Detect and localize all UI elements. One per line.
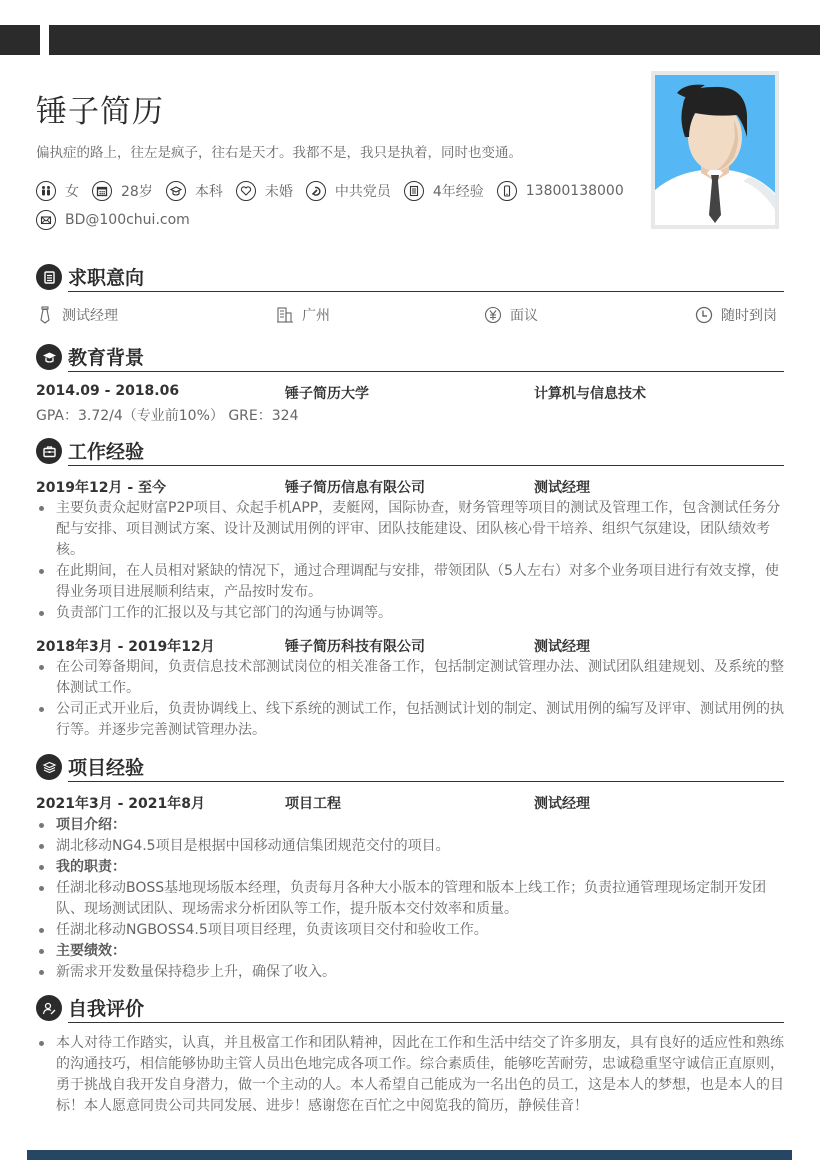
project-entry-header — [36, 793, 784, 813]
work-bullets — [36, 498, 786, 624]
party-icon — [306, 181, 326, 201]
phone-icon — [497, 181, 517, 201]
resume-name: 锤子简历 — [36, 94, 164, 130]
list-item: 我的职责： — [36, 857, 786, 878]
list-item: 公司正式开业后，负责协调线上、线下系统的测试工作，包括测试计划的制定、测试用例的编写及评审、测试用例的执行等。并逐步完善测试管理办法。 — [36, 699, 786, 741]
info-value: 女 — [65, 184, 79, 200]
education-detail: GPA：3.72/4（专业前10%） GRE：324 — [36, 408, 299, 424]
work-period: 2018年3月 - 2019年12月 — [36, 639, 215, 655]
info-value: 28岁 — [121, 184, 153, 200]
tie-icon — [36, 306, 54, 324]
intent-salary — [484, 305, 538, 325]
project-period: 2021年3月 - 2021年8月 — [36, 796, 205, 812]
info-value: 4年经验 — [432, 184, 484, 200]
section-divider — [68, 465, 784, 467]
list-item: 在公司筹备期间，负责信息技术部测试岗位的相关准备工作，包括制定测试管理办法、测试团队组建规划、及系统的整体测试工作。 — [36, 657, 786, 699]
info-politics — [306, 181, 391, 201]
intent-value: 面议 — [510, 308, 538, 324]
education-school: 锤子简历大学 — [285, 386, 369, 402]
email-value: BD@100chui.com — [65, 212, 190, 228]
work-period: 2019年12月 - 至今 — [36, 480, 167, 496]
briefcase-icon — [36, 438, 62, 464]
section-work-header — [36, 436, 784, 466]
section-title: 工作经验 — [68, 441, 145, 463]
list-item: 任湖北移动NGBOSS4.5项目项目经理，负责该项目交付和验收工作。 — [36, 920, 786, 941]
intent-value: 广州 — [302, 308, 330, 324]
info-value: 中共党员 — [334, 184, 391, 200]
profile-photo — [651, 71, 779, 229]
clipboard-icon — [36, 264, 62, 290]
section-divider — [68, 1022, 784, 1024]
section-divider — [68, 371, 784, 373]
list-item: 主要负责众起财富P2P项目、众起手机APP，麦艇网，国际协查，财务管理等项目的测试及管理工作，包含测试任务分配与安排、项目测试方案、设计及测试用例的评审、团队技能建设、团队核心骨干培养、组织气氛建设，团队绩效考核。 — [36, 498, 786, 561]
yen-icon — [484, 306, 502, 324]
section-title: 自我评价 — [68, 998, 145, 1020]
info-value: 13800138000 — [525, 183, 624, 199]
info-degree — [166, 181, 223, 201]
education-major: 计算机与信息技术 — [534, 386, 646, 402]
info-experience — [404, 181, 484, 201]
clock-icon — [695, 306, 713, 324]
section-title: 项目经验 — [68, 757, 145, 779]
list-item: 任湖北移动BOSS基地现场版本经理，负责每月各种大小版本的管理和版本上线工作；负责拉通管理现场定制开发团队、现场测试团队、现场需求分析团队等工作，提升版本交付效率和质量。 — [36, 878, 786, 920]
motto: 偏执症的路上，往左是疯子，往右是天才。我都不是，我只是执着，同时也变通。 — [36, 145, 522, 161]
graduation-cap-icon — [36, 344, 62, 370]
list-item: 负责部门工作的汇报以及与其它部门的沟通与协调等。 — [36, 603, 786, 624]
section-intent-header — [36, 262, 784, 292]
work-bullets — [36, 657, 786, 741]
footer-bar — [27, 1150, 792, 1160]
heart-icon — [236, 181, 256, 201]
graduation-icon — [166, 181, 186, 201]
email-row — [36, 210, 203, 230]
info-phone — [497, 181, 624, 201]
work-entry-header — [36, 477, 784, 497]
mail-icon — [36, 210, 56, 230]
job-intent-row — [36, 305, 784, 329]
layers-icon — [36, 754, 62, 780]
work-company: 锤子简历科技有限公司 — [285, 639, 425, 655]
info-value: 本科 — [194, 184, 223, 200]
personal-info-row — [36, 181, 637, 201]
work-role: 测试经理 — [534, 639, 590, 655]
project-name: 项目工程 — [285, 796, 341, 812]
list-item: 新需求开发数量保持稳步上升，确保了收入。 — [36, 962, 786, 983]
list-item: 项目介绍： — [36, 815, 786, 836]
intent-position — [36, 305, 118, 325]
info-gender — [36, 181, 79, 201]
intent-availability — [695, 305, 777, 325]
section-title: 求职意向 — [68, 267, 145, 289]
gender-icon — [36, 181, 56, 201]
work-company: 锤子简历信息有限公司 — [285, 480, 425, 496]
info-age — [92, 181, 153, 201]
user-edit-icon — [36, 995, 62, 1021]
document-icon — [404, 181, 424, 201]
section-divider — [68, 291, 784, 293]
section-self-header — [36, 993, 784, 1023]
top-bar-left — [0, 25, 40, 55]
section-divider — [68, 781, 784, 783]
list-item: 主要绩效： — [36, 941, 786, 962]
info-value: 未婚 — [264, 184, 293, 200]
list-item: 在此期间，在人员相对紧缺的情况下，通过合理调配与安排，带领团队（5人左右）对多个业务项目进行有效支撑，使得业务项目进展顺利结束，产品按时发布。 — [36, 561, 786, 603]
section-title: 教育背景 — [68, 347, 145, 369]
project-role: 测试经理 — [534, 796, 590, 812]
work-entry-header — [36, 636, 784, 656]
work-role: 测试经理 — [534, 480, 590, 496]
calendar-icon — [92, 181, 112, 201]
list-item: 湖北移动NG4.5项目是根据中国移动通信集团规范交付的项目。 — [36, 836, 786, 857]
avatar-illustration — [655, 75, 775, 225]
section-project-header — [36, 752, 784, 782]
intent-city — [276, 305, 330, 325]
building-icon — [276, 306, 294, 324]
education-period: 2014.09 - 2018.06 — [36, 383, 180, 399]
top-bar-right — [49, 25, 820, 55]
intent-value: 测试经理 — [62, 308, 118, 324]
intent-value: 随时到岗 — [721, 308, 777, 324]
info-marital — [236, 181, 293, 201]
list-item: 本人对待工作踏实，认真，并且极富工作和团队精神，因此在工作和生活中结交了许多朋友，具有良好的适应性和熟练的沟通技巧，相信能够协助主管人员出色地完成各项工作。综合素质佳，能够吃苦耐劳，忠诚稳重坚守诚信正直原则，勇于挑战自我开发自身潜力，做一个主动的人。本人希望自己能成为一名出色的员工，这是本人的梦想，也是本人的目标！本人愿意同贵公司共同发展、进步！感谢您在百忙之中阅览我的简历，静候佳音！ — [36, 1033, 786, 1117]
info-email — [36, 210, 190, 230]
project-bullets — [36, 815, 786, 983]
section-education-header — [36, 342, 784, 372]
self-evaluation-bullets — [36, 1033, 786, 1117]
education-entry-header — [36, 383, 784, 403]
